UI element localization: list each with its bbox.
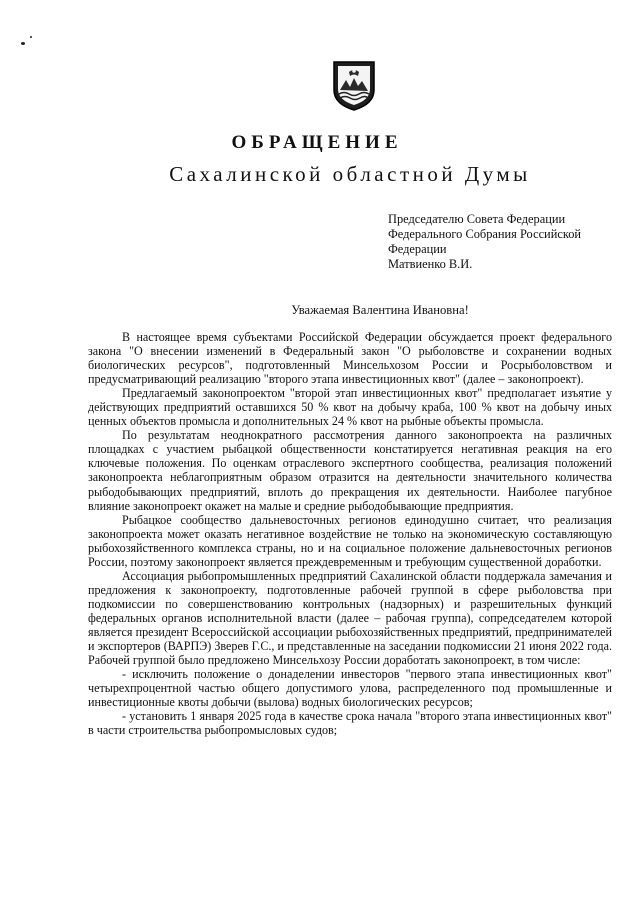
sakhalin-coat-of-arms-icon: [332, 60, 376, 112]
document-title: ОБРАЩЕНИЕ: [231, 132, 403, 153]
letter-body: [88, 330, 612, 737]
scan-speck: [30, 36, 32, 38]
body-paragraph: По результатам неоднократного рассмотрения данного законопроекта на различных площадках с участием рыбацкой общественности констатируется негативная реакция на его ключевые положения. По оценкам отраслевого экспертного сообщества, реализация положений законопроекта неблагоприятным образом отразится на деятельности значительного количества рыбодобывающих предприятий, вплоть до прекращения их деятельности. Наиболее пагубное влияние законопроект окажет на малые и средние рыбодобывающие предприятия.: [88, 428, 612, 513]
scan-speck: [21, 42, 25, 45]
body-paragraph: Предлагаемый законопроектом "второй этап инвестиционных квот" предполагает изъятие у действующих предприятий оставшихся 50 % квот на добычу краба, 100 % квот на добычу иных ценных объектов промысла и дополнительных 24 % квот на рыбные объекты промысла.: [88, 386, 612, 429]
body-paragraph: В настоящее время субъектами Российской Федерации обсуждается проект федерального закона "О внесении изменений в Федеральный закон "О рыболовстве и сохранении водных биологических ресурсов", подготовленный Минсельхозом России и Росрыболовством и предусматривающий реализацию "второго этапа инвестиционных квот" (далее – законопроект).: [88, 330, 612, 387]
list-item: - исключить положение о донаделении инвесторов "первого этапа инвестиционных квот" четырехпроцентной частью общего допустимого улова, распределенного под промышленные и инвестиционные квоты добычи (вылова) водных биологических ресурсов;: [88, 667, 612, 710]
addressee-line: Федерального Собрания Российской: [388, 227, 582, 241]
list-item: - установить 1 января 2025 года в качестве срока начала "второго этапа инвестиционных квот" в части строительства рыбопромысловых судов;: [88, 709, 612, 738]
addressee-line: Матвиенко В.И.: [388, 257, 473, 271]
body-paragraph: Ассоциация рыбопромышленных предприятий Сахалинской области поддержала замечания и предложения к законопроекту, подготовленные рабочей группой в сфере рыболовства при подкомиссии по совершенствованию контрольных (надзорных) и разрешительных функций федеральных органов исполнительной власти (далее – рабочая группа), сопредседателем которой является президент Всероссийской ассоциации рыбохозяйственных предприятий, предпринимателей и экспортеров (ВАРПЭ) Зверев Г.С., и представленные на заседании подкомиссии 21 июня 2022 года. Рабочей группой было предложено Минсельхозу России доработать законопроект, в том числе:: [88, 568, 612, 668]
addressee-line: Федерации: [388, 242, 447, 256]
document-subtitle: Сахалинской областной Думы: [169, 162, 531, 186]
body-paragraph: Рыбацкое сообщество дальневосточных регионов единодушно считает, что реализация законопроекта может оказать негативное воздействие не только на экономическую составляющую рыбохозяйственного комплекса страны, но и на социальное положение дальневосточных регионов России, поэтому законопроект является преждевременным и требующим существенной доработки.: [88, 512, 612, 569]
addressee-block: [388, 212, 624, 272]
salutation: Уважаемая Валентина Ивановна!: [291, 303, 469, 317]
addressee-line: Председателю Совета Федерации: [388, 212, 566, 226]
